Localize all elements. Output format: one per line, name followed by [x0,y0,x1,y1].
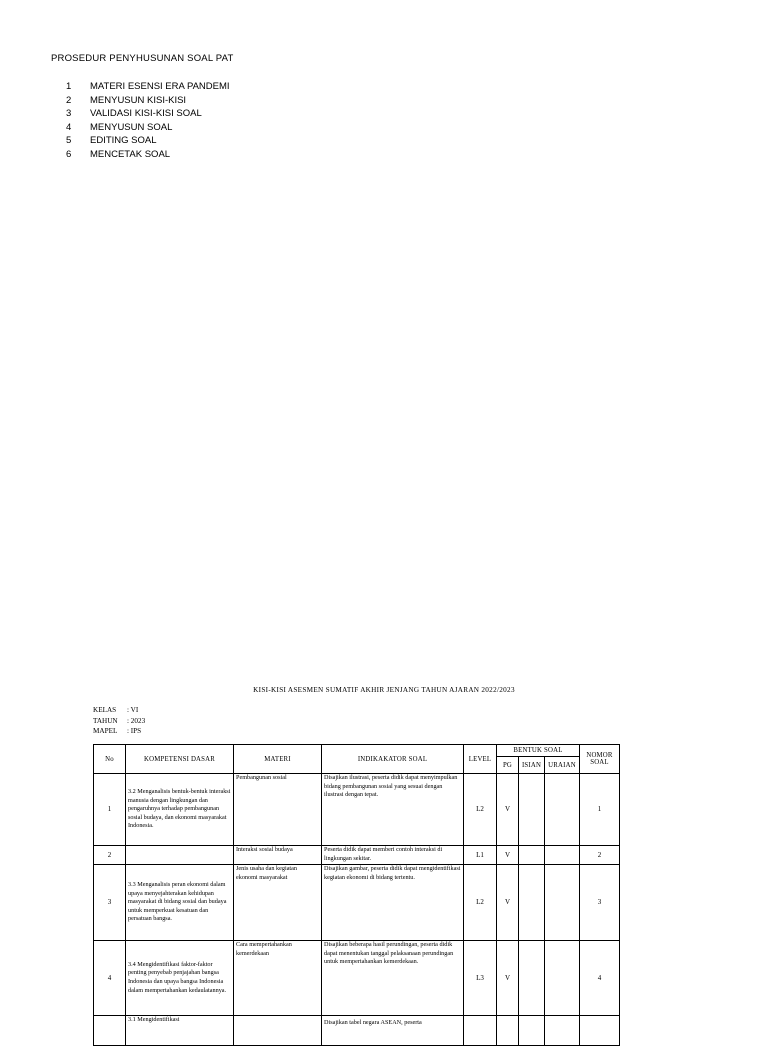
header-pg: PG [497,757,519,774]
meta-value: : VI [127,706,139,714]
header-uraian: URAIAN [545,757,580,774]
cell-isian [519,865,545,941]
cell-level: L1 [464,846,497,865]
cell-no: 4 [94,941,126,1016]
step-label: EDITING SOAL [90,135,157,147]
meta-label: MAPEL [93,727,118,735]
cell-indikator: Disajikan ilustrasi, peserta didik dapat menyimpulkan bidang pembangunan sosial yang sesuai dengan ilustrasi dengan tepat. [322,774,464,846]
step-number: 6 [66,148,72,160]
procedure-step [66,94,230,108]
cell-indikator: Peserta didik dapat memberi contoh interaksi di lingkungan sekitar. [322,846,464,865]
step-label: VALIDASI KISI-KISI SOAL [90,108,202,120]
meta-label: TAHUN [93,716,118,725]
header-bentuk-soal: BENTUK SOAL [497,745,580,757]
cell-materi: Interaksi sosial budaya [234,846,322,865]
cell-isian [519,941,545,1016]
header-isian: ISIAN [519,757,545,774]
step-label: MATERI ESENSI ERA PANDEMI [90,81,230,92]
cell-uraian [545,865,580,941]
cell-no: 2 [94,846,126,865]
cell-kompetensi-dasar [126,846,234,865]
header-no: No [94,745,126,774]
cell-pg: V [497,941,519,1016]
step-number: 2 [66,94,72,106]
table-row [94,941,620,1016]
table-row [94,846,620,865]
meta-row [93,705,145,716]
step-label: MENCETAK SOAL [90,148,171,160]
meta-row [93,726,145,737]
cell-no [94,1016,126,1046]
cell-no: 1 [94,774,126,846]
cell-pg: V [497,865,519,941]
cell-pg: V [497,846,519,865]
cell-materi: Cara mempertahankan kemerdekaan [234,941,322,1016]
cell-pg [497,1016,519,1046]
procedure-step [66,80,230,94]
meta-value: : IPS [127,727,142,735]
cell-kompetensi-dasar: 3.1 Mengidentifikasi [126,1016,234,1046]
kisi-table [93,744,620,1046]
step-number: 1 [66,81,72,92]
cell-kompetensi-dasar: 3.4 Mengidentifikasi faktor-faktor penting penyebab penjajahan bangsa Indonesia dan upaya bangsa Indonesia dalam mempertahankan kedaulatannya. [126,941,234,1016]
header-level: LEVEL [464,745,497,774]
cell-isian [519,846,545,865]
cell-nomor [580,1016,620,1046]
cell-materi: Jenis usaha dan kegiatan ekonomi masyarakat [234,865,322,941]
cell-uraian [545,774,580,846]
meta-label: KELAS [93,706,117,714]
cell-materi [234,1016,322,1046]
kisi-title: KISI-KISI ASESMEN SUMATIF AKHIR JENJANG TAHUN AJARAN 2022/2023 [253,686,515,694]
cell-uraian [545,846,580,865]
header-nomor-soal: NOMOR SOAL [580,745,620,774]
cell-pg: V [497,774,519,846]
cell-level: L3 [464,941,497,1016]
cell-indikator: Disajikan beberapa hasil perundingan, peserta didik dapat menentukan tanggal pelaksanaan perundingan untuk mempertahankan kemerdekaan. [322,941,464,1016]
cell-uraian [545,1016,580,1046]
cell-isian [519,774,545,846]
cell-level: L2 [464,865,497,941]
table-header-row [94,745,620,757]
cell-nomor: 1 [580,774,620,846]
procedure-title: PROSEDUR PENYHUSUNAN SOAL PAT [51,53,234,64]
cell-indikator: Disajikan gambar, peserta didik dapat mengidentifikasi kegiatan ekonomi di bidang tertentu. [322,865,464,941]
procedure-step [66,148,230,162]
cell-level [464,1016,497,1046]
cell-nomor: 2 [580,846,620,865]
table-row [94,774,620,846]
step-label: MENYUSUN SOAL [90,121,173,133]
cell-no: 3 [94,865,126,941]
step-number: 3 [66,108,72,120]
cell-kompetensi-dasar: 3.2 Menganalisis bentuk-bentuk interaksi manusia dengan lingkungan dan pengaruhnya terhadap pembangunan sosial budaya, dan ekonomi masyarakat Indonesia. [126,774,234,846]
cell-materi: Pembangunan sosial [234,774,322,846]
kisi-meta [93,705,145,737]
header-kompetensi-dasar: KOMPETENSI DASAR [126,745,234,774]
cell-nomor: 4 [580,941,620,1016]
cell-indikator: Disajikan tabel negara ASEAN, peserta [322,1016,464,1046]
procedure-step [66,121,230,135]
cell-isian [519,1016,545,1046]
procedure-step [66,134,230,148]
procedure-steps-list [66,80,230,162]
header-indikator: INDIKAKATOR SOAL [322,745,464,774]
step-label: MENYUSUN KISI-KISI [90,94,187,106]
cell-level: L2 [464,774,497,846]
table-row [94,1016,620,1046]
meta-value: : 2023 [127,716,146,725]
meta-row [93,716,145,727]
procedure-step [66,107,230,121]
step-number: 5 [66,135,72,147]
cell-kompetensi-dasar: 3.3 Menganalisis peran ekonomi dalam upaya menyejahterakan kehidupan masyarakat di bidang sosial dan budaya untuk memperkuat kesatuan dan persatuan bangsa. [126,865,234,941]
cell-uraian [545,941,580,1016]
step-number: 4 [66,121,72,133]
cell-nomor: 3 [580,865,620,941]
table-row [94,865,620,941]
header-materi: MATERI [234,745,322,774]
